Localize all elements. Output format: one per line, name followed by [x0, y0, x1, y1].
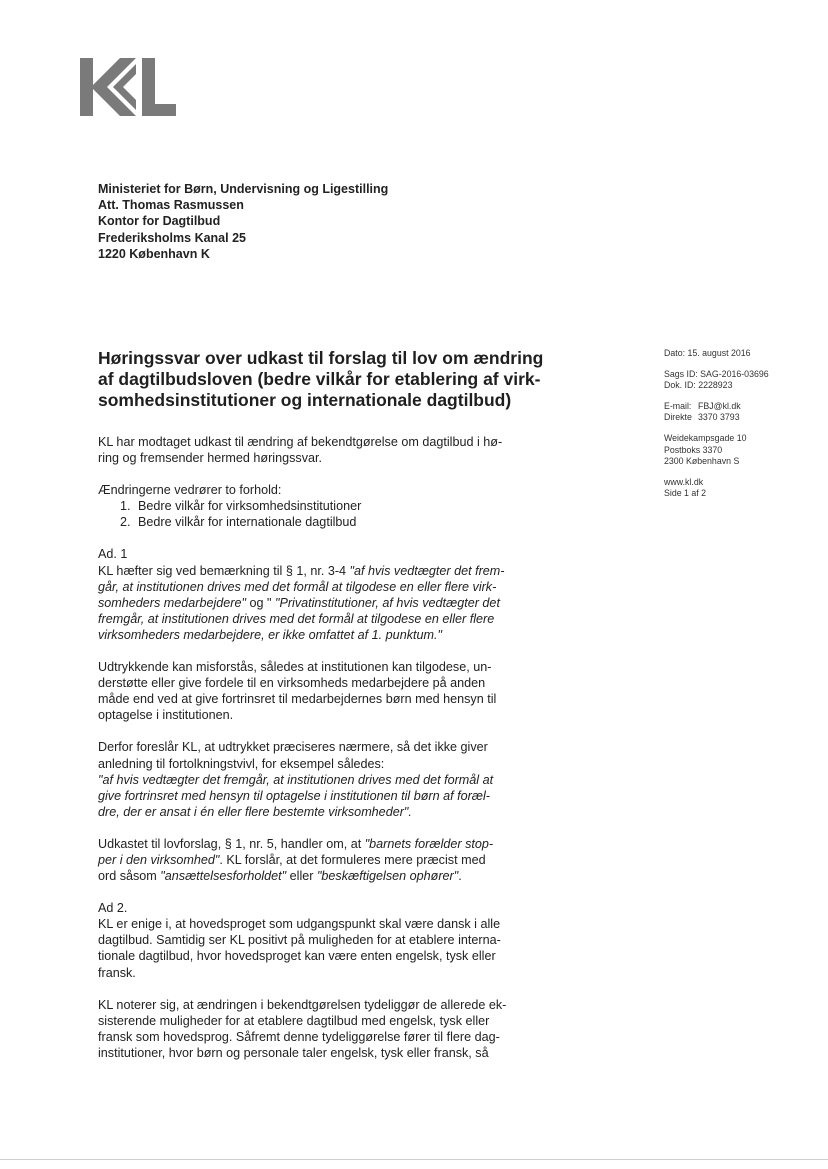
page-bottom-edge: [0, 1159, 828, 1160]
document-id: Dok. ID: 2228923: [664, 380, 733, 391]
quote-line: give fortrinsret med hensyn til optagelse i institutionen til børn af foræl-: [98, 788, 490, 803]
paragraph-line: per i den virksomhed". KL forslår, at det formuleres mere præcist med: [98, 852, 486, 867]
letter-body: [98, 434, 558, 1061]
ad1-heading: Ad. 1: [98, 547, 128, 562]
paragraph-line: virksomheders medarbejdere, er ikke omfattet af 1. punktum.": [98, 627, 442, 642]
paragraph-line: tionale dagtilbud, hvor hovedsproget kan være enten engelsk, tysk eller: [98, 949, 496, 964]
paragraph-line: institutioner, hvor børn og personale taler engelsk, tysk eller fransk, så: [98, 1045, 489, 1060]
list-item: 2. Bedre vilkår for internationale dagtilbud: [120, 515, 357, 530]
recipient-address: [98, 181, 388, 262]
phone-number: 3370 3793: [698, 412, 740, 423]
paragraph-line: Derfor foreslår KL, at udtrykket præciseres nærmere, så det ikke giver: [98, 740, 488, 755]
paragraph-line: KL noterer sig, at ændringen i bekendtgørelsen tydeliggør de allerede ek-: [98, 997, 507, 1012]
paragraph-line: KL er enige i, at hovedsproget som udgangspunkt skal være dansk i alle: [98, 917, 501, 932]
paragraph-line: fransk.: [98, 965, 136, 980]
sender-meta-column: [664, 348, 814, 500]
title-line: af dagtilbudsloven (bedre vilkår for etablering af virk-: [98, 369, 541, 389]
phone-label: Direkte: [664, 412, 692, 423]
document-title: [98, 348, 558, 411]
changes-heading: Ændringerne vedrører to forhold:: [98, 483, 282, 498]
address-line: Kontor for Dagtilbud: [98, 214, 221, 229]
sender-postbox: Postboks 3370: [664, 444, 723, 455]
sender-city: 2300 København S: [664, 456, 740, 467]
paragraph-line: sisterende muligheder for at etablere dagtilbud med engelsk, tysk eller: [98, 1013, 490, 1028]
phone-line: [664, 412, 814, 424]
email-link[interactable]: FBJ@kl.dk: [698, 400, 741, 411]
page-indicator: Side 1 af 2: [664, 488, 707, 499]
paragraph-line: Udtrykkende kan misforstås, således at institutionen kan tilgodese, un-: [98, 660, 492, 675]
paragraph-line: derstøtte eller give fordele til en virksomheds medarbejdere på anden: [98, 676, 486, 691]
intro-line: KL har modtaget udkast til ændring af bekendtgørelse om dagtilbud i hø-: [98, 435, 503, 449]
intro-line: ring og fremsender hermed høringssvar.: [98, 451, 322, 466]
paragraph-line: somheders medarbejdere" og " "Privatinstitutioner, af hvis vedtægter det: [98, 595, 500, 610]
kl-logo: [80, 58, 176, 116]
website-link[interactable]: www.kl.dk: [664, 476, 704, 487]
ad2-heading: Ad 2.: [98, 901, 128, 916]
address-line: 1220 København K: [98, 246, 210, 261]
address-line: Att. Thomas Rasmussen: [98, 198, 244, 213]
paragraph-line: Udkastet til lovforslag, § 1, nr. 5, handler om, at "barnets forælder stop-: [98, 836, 494, 851]
date-line: Dato: 15. august 2016: [664, 348, 751, 358]
paragraph-line: måde end ved at give fortrinsret til medarbejdernes børn med hensyn til: [98, 692, 497, 707]
paragraph-line: dagtilbud. Samtidig ser KL positivt på muligheden for at etablere interna-: [98, 933, 501, 948]
paragraph-line: går, at institutionen drives med det formål at tilgodese en eller flere virk-: [98, 579, 497, 594]
list-item: 1. Bedre vilkår for virksomhedsinstitutioner: [120, 499, 362, 514]
quote-line: dre, der er ansat i én eller flere bestemte virksomheder".: [98, 804, 412, 819]
address-line: Frederiksholms Kanal 25: [98, 230, 246, 245]
email-label: E-mail:: [664, 400, 692, 411]
title-line: Høringssvar over udkast til forslag til lov om ændring: [98, 348, 544, 368]
paragraph-line: ord såsom "ansættelsesforholdet" eller "beskæftigelsen ophører".: [98, 869, 462, 884]
paragraph-line: fransk som hovedsprog. Såfremt denne tydeliggørelse fører til flere dag-: [98, 1029, 500, 1044]
paragraph-line: anledning til fortolkningstvivl, for eksempel således:: [98, 756, 385, 771]
quote-line: "af hvis vedtægter det fremgår, at institutionen drives med det formål at: [98, 772, 494, 787]
email-line: [664, 401, 814, 413]
paragraph-line: KL hæfter sig ved bemærkning til § 1, nr. 3-4 "af hvis vedtægter det frem-: [98, 563, 505, 578]
case-id: Sags ID: SAG-2016-03696: [664, 368, 769, 379]
paragraph-line: fremgår, at institutionen drives med det formål at tilgodese en eller flere: [98, 611, 495, 626]
title-line: somhedsinstitutioner og internationale dagtilbud): [98, 390, 512, 410]
changes-list: [98, 498, 558, 530]
sender-street: Weidekampsgade 10: [664, 432, 747, 443]
address-line: Ministeriet for Børn, Undervisning og Ligestilling: [98, 182, 389, 196]
paragraph-line: optagelse i institutionen.: [98, 708, 234, 723]
